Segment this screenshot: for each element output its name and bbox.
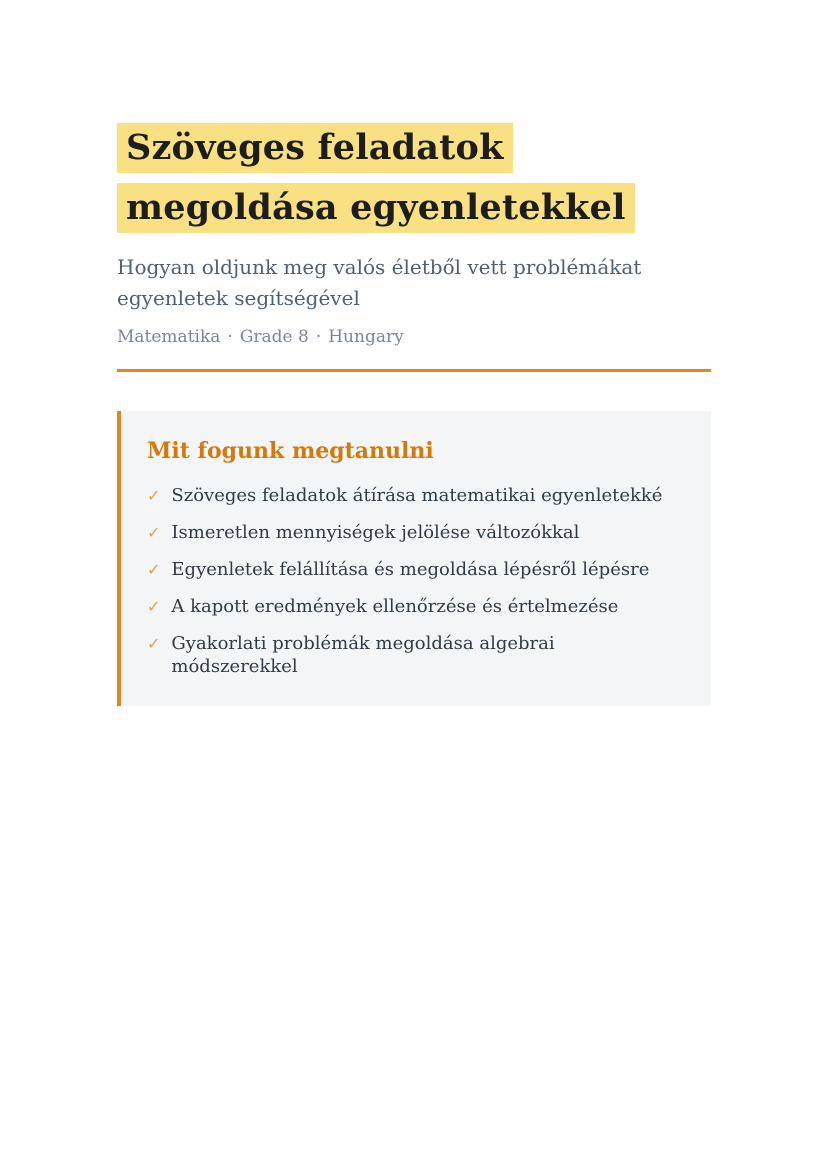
checkmark-icon: ✓ [147, 560, 161, 579]
list-item-text: A kapott eredmények ellenőrzése és értelmezése [171, 596, 619, 617]
page-subtitle: Hogyan oldjunk meg valós életből vett problémákat egyenletek segítségével [117, 255, 642, 310]
list-item [147, 484, 683, 507]
meta-subject: Matematika [117, 327, 221, 347]
objectives-list [147, 484, 683, 678]
list-item-text: Szöveges feladatok átírása matematikai egyenletekké [171, 485, 663, 506]
page-title [117, 118, 711, 238]
learning-objectives-card [117, 411, 711, 706]
list-item [147, 558, 683, 581]
checkmark-icon: ✓ [147, 523, 161, 542]
checkmark-icon: ✓ [147, 597, 161, 616]
card-heading: Mit fogunk megtanulni [147, 438, 434, 464]
meta-separator: · [227, 327, 233, 347]
lesson-content [117, 118, 711, 706]
meta-separator: · [315, 327, 322, 347]
list-item-text: Gyakorlati problémák megoldása algebrai módszerekkel [171, 633, 555, 677]
list-item-text: Egyenletek felállítása és megoldása lépésről lépésre [171, 559, 650, 580]
lesson-header [117, 118, 711, 372]
list-item [147, 632, 683, 678]
list-item [147, 595, 683, 618]
meta-line [117, 325, 711, 349]
meta-grade: Grade 8 [239, 327, 309, 347]
checkmark-icon: ✓ [147, 486, 161, 505]
meta-country: Hungary [328, 327, 404, 347]
accent-divider [117, 369, 711, 372]
title-highlight: Szöveges feladatok megoldása egyenletekkel [117, 123, 635, 233]
list-item-text: Ismeretlen mennyiségek jelölése változókkal [171, 522, 580, 543]
list-item [147, 521, 683, 544]
checkmark-icon: ✓ [147, 634, 161, 653]
